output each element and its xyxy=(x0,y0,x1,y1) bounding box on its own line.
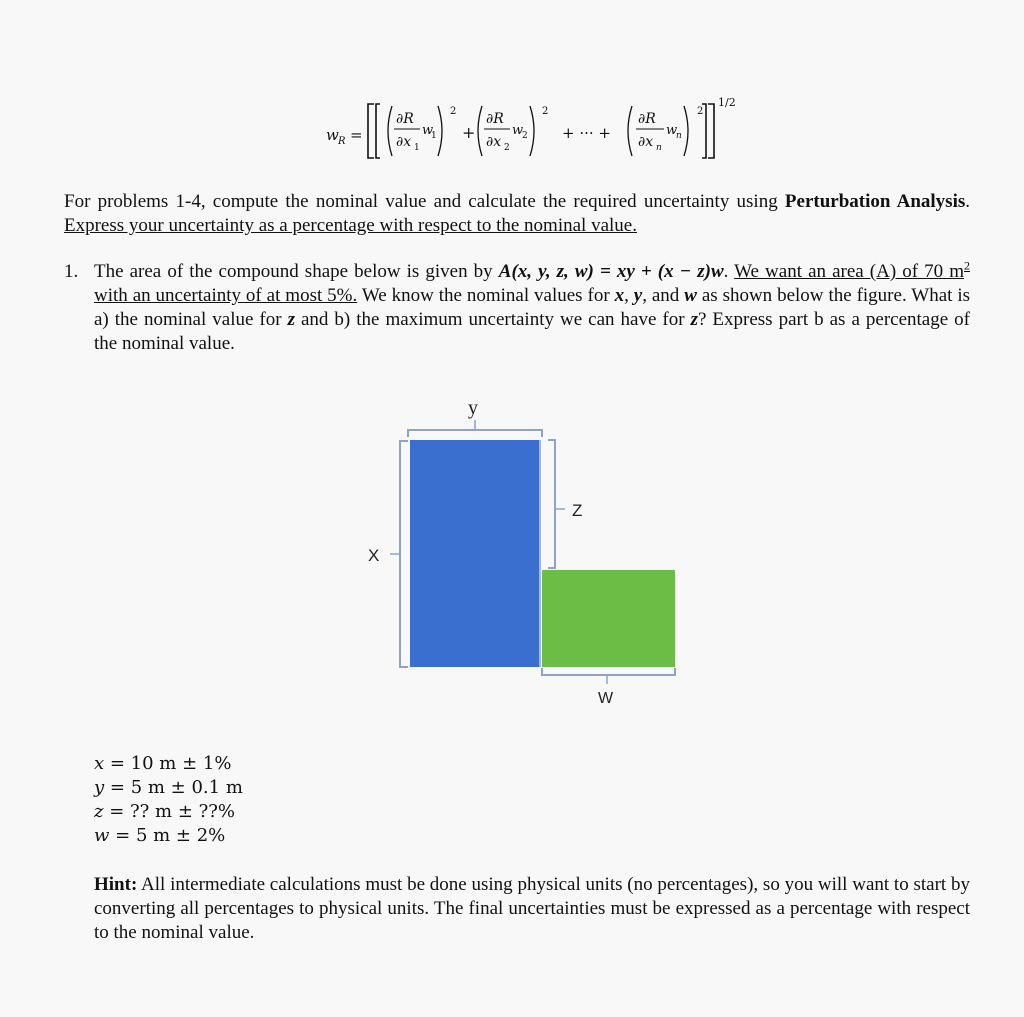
term2-w-sub: 2 xyxy=(522,131,528,141)
value-variable: y xyxy=(94,777,105,798)
problem-sep-1: , xyxy=(624,285,634,306)
var-w: w xyxy=(684,285,697,306)
problem-text-1: The area of the compound shape below is given by xyxy=(94,261,499,282)
target-area-2: with an uncertainty of at most 5%. xyxy=(94,285,358,306)
term1-den: ∂x xyxy=(396,134,412,150)
hint-label: Hint: xyxy=(94,874,138,895)
formula-equals: = xyxy=(350,126,363,144)
problem-text-5: and b) the maximum uncertainty we can have for xyxy=(294,309,691,330)
area-formula: A(x, y, z, w) = xy + (x − z)w xyxy=(498,261,724,282)
var-y: y xyxy=(633,285,643,306)
formula-lhs: w xyxy=(326,126,339,144)
x-bracket xyxy=(400,441,408,667)
term1-power: 2 xyxy=(450,106,457,117)
intro-underlined-requirement: Express your uncertainty as a percentage with respect to the nominal value. xyxy=(64,215,637,236)
problem-text-3: We know the nominal values for xyxy=(357,285,615,306)
var-z-2: z xyxy=(690,309,698,330)
termn-w-sub: n xyxy=(676,131,682,141)
value-y xyxy=(94,776,243,800)
instructions-paragraph xyxy=(64,190,970,238)
y-bracket xyxy=(408,430,542,437)
label-y: y xyxy=(468,397,478,419)
term2-power: 2 xyxy=(542,106,549,117)
term1-num: ∂R xyxy=(396,111,414,127)
intro-bold-method: Perturbation Analysis xyxy=(784,191,966,212)
term1-w-sub: 1 xyxy=(431,131,437,141)
label-x: X xyxy=(368,546,380,565)
value-x xyxy=(94,752,243,776)
hint-text: All intermediate calculations must be done using physical units (no percentages), so you will want to start by converting all percentages to physical units. The final uncertainties must be expressed as a percentage with respect to the nominal value. xyxy=(94,874,970,943)
term1-den-sub: 1 xyxy=(414,143,420,153)
target-area-1: We want an area (A) of 70 m xyxy=(734,261,964,282)
z-bracket xyxy=(548,440,555,568)
termn-num: ∂R xyxy=(638,111,656,127)
plus-1: + xyxy=(462,123,476,142)
value-w xyxy=(94,824,243,848)
term2-num: ∂R xyxy=(486,111,504,127)
term1-w: w xyxy=(422,123,434,138)
termn-power: 2 xyxy=(697,106,704,117)
known-values xyxy=(94,752,243,848)
ellipsis: + ··· + xyxy=(562,124,611,142)
value-variable: x xyxy=(94,753,105,774)
intro-text-1: For problems 1-4, compute the nominal value and calculate the required uncertainty using xyxy=(64,191,785,212)
value-variable: z xyxy=(94,801,104,822)
problem-text-6: ? Express part b as a percentage of the nominal value. xyxy=(94,309,970,354)
problem-number: 1. xyxy=(64,261,79,282)
formula-lhs-sub: R xyxy=(338,136,346,147)
uncertainty-formula xyxy=(0,88,1024,168)
term2-den-sub: 2 xyxy=(504,143,510,153)
tall-rectangle xyxy=(410,440,540,667)
problem-text-4: as shown below the figure. What is a) the nominal value for xyxy=(94,285,971,330)
value-expression: = 10 m ± 1% xyxy=(104,753,232,774)
value-expression: = ?? m ± ??% xyxy=(103,801,236,822)
label-z: Z xyxy=(572,501,583,520)
value-variable: w xyxy=(94,825,110,846)
problem-1 xyxy=(64,260,970,356)
var-z: z xyxy=(287,309,295,330)
termn-den: ∂x xyxy=(638,134,654,150)
short-rectangle xyxy=(542,570,675,667)
value-expression: = 5 m ± 2% xyxy=(109,825,226,846)
var-x: x xyxy=(614,285,625,306)
outer-power: 1/2 xyxy=(718,96,736,109)
intro-text-2: . xyxy=(965,191,970,212)
termn-w: w xyxy=(666,123,678,138)
problem-1-text xyxy=(94,260,970,356)
hint-paragraph xyxy=(94,873,970,945)
target-area-sup: 2 xyxy=(964,258,970,273)
problem-text-2: . xyxy=(723,261,735,282)
term2-w: w xyxy=(512,123,524,138)
label-w: W xyxy=(598,690,614,707)
value-expression: = 5 m ± 0.1 m xyxy=(104,777,243,798)
termn-den-sub: n xyxy=(656,143,662,153)
term2-den: ∂x xyxy=(486,134,502,150)
w-bracket xyxy=(542,668,675,675)
problem-sep-2: , and xyxy=(642,285,685,306)
value-z xyxy=(94,800,243,824)
